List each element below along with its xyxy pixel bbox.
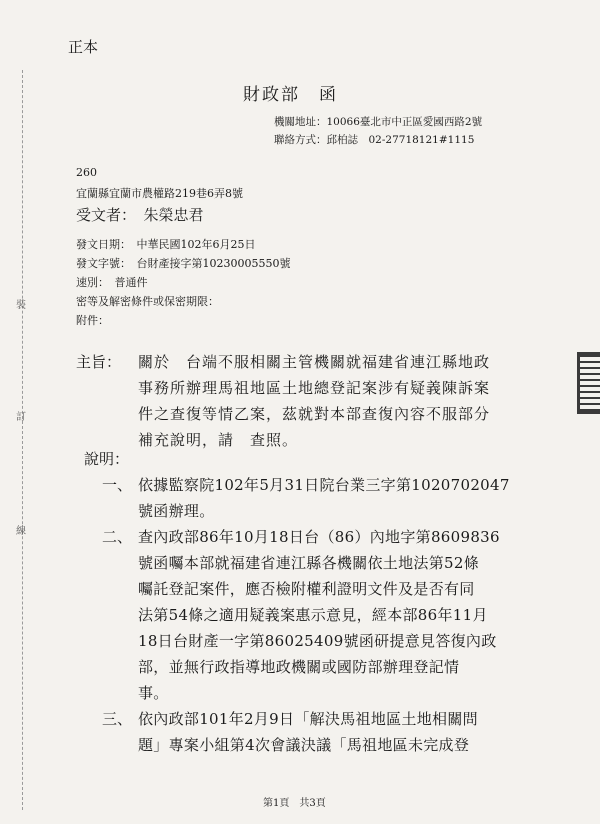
document-number: 發文字號： 台財產接字第10230005550號 xyxy=(76,257,291,270)
subject-line: 事務所辦理馬祖地區土地總登記案涉有疑義陳訴案 xyxy=(138,379,491,397)
subject-line: 補充說明，請 查照。 xyxy=(138,431,299,449)
issue-date: 發文日期： 中華民國102年6月25日 xyxy=(76,238,256,251)
item-line: 號函辦理。 xyxy=(138,502,215,520)
item-line: 號函囑本部就福建省連江縣各機關依土地法第52條 xyxy=(138,554,479,572)
item-line: 部，並無行政指導地政機關或國防部辦理登記情 xyxy=(138,658,460,676)
item-line: 依據監察院102年5月31日院台業三字第1020702047 xyxy=(138,476,510,494)
delivery-speed: 速別： 普通件 xyxy=(76,276,148,289)
recipient-postal-code: 260 xyxy=(76,166,97,179)
item-line: 囑託登記案件，應否檢附權利證明文件及是否有同 xyxy=(138,580,475,598)
item-line: 18日台財產一字第86025409號函研提意見答復內政 xyxy=(138,632,497,650)
item-line: 事。 xyxy=(138,684,169,702)
agency-contact: 聯絡方式：邱柏誌 02-27718121#1115 xyxy=(274,134,475,146)
copy-label: 正本 xyxy=(68,38,99,56)
binding-mark: 訂 xyxy=(16,412,26,423)
binding-line xyxy=(22,70,23,810)
document-title: 財政部 函 xyxy=(243,85,338,105)
subject-label: 主旨： xyxy=(76,353,122,371)
item-line: 依內政部101年2月9日「解決馬祖地區土地相關問 xyxy=(138,710,478,728)
item-line: 法第54條之適用疑義案惠示意見，經本部86年11月 xyxy=(138,606,488,624)
item-line: 題」專案小組第4次會議決議「馬祖地區未完成登 xyxy=(138,736,470,754)
item-line: 查內政部86年10月18日台（86）內地字第8609836 xyxy=(138,528,500,546)
secrecy-level: 密等及解密條件或保密期限： xyxy=(76,295,219,308)
item-number: 一、 xyxy=(102,476,133,494)
seal-stamp xyxy=(577,352,600,414)
recipient: 受文者： 朱榮忠君 xyxy=(76,206,204,224)
recipient-address: 宜蘭縣宜蘭市農權路219巷6弄8號 xyxy=(76,187,243,200)
attachments: 附件： xyxy=(76,314,109,327)
page-number: 第1頁 共3頁 xyxy=(263,798,326,809)
binding-mark: 線 xyxy=(16,526,26,537)
item-number: 三、 xyxy=(102,710,133,728)
subject-line: 關於 台端不服相關主管機關就福建省連江縣地政 xyxy=(138,353,491,371)
binding-mark: 裝 xyxy=(16,300,26,311)
subject-line: 件之查復等情乙案，茲就對本部查復內容不服部分 xyxy=(138,405,491,423)
item-number: 二、 xyxy=(102,528,133,546)
description-label: 說明： xyxy=(84,450,130,468)
agency-address: 機關地址：10066臺北市中正區愛國西路2號 xyxy=(274,116,483,128)
